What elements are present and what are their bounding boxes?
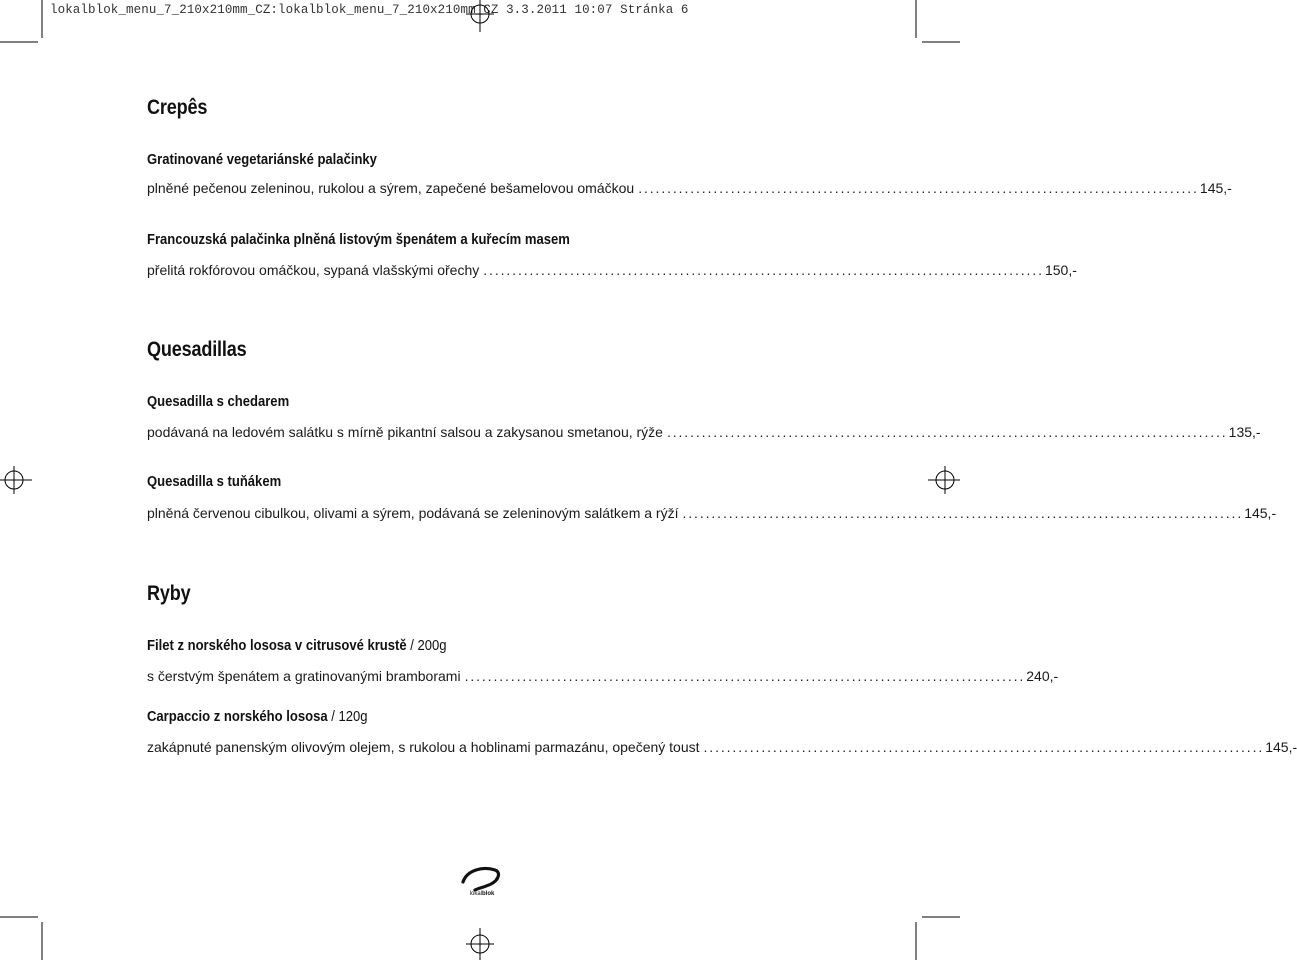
menu-item-description: plněné pečenou zeleninou, rukolou a sýrem, zapečené bešamelovou omáčkou bbox=[147, 180, 635, 196]
menu-item-weight: / 200g bbox=[406, 638, 447, 654]
lokalblok-logo bbox=[457, 860, 507, 904]
menu-item-name: Gratinované vegetariánské palačinky bbox=[147, 152, 377, 168]
section-title-ryby: Ryby bbox=[147, 582, 191, 605]
registration-mark-top bbox=[466, 0, 494, 32]
logo-swoosh-icon bbox=[457, 860, 507, 892]
section-title-quesadillas: Quesadillas bbox=[147, 338, 247, 361]
menu-item-description: podávaná na ledovém salátku s mírně pikantní salsou a zakysanou smetanou, rýže bbox=[147, 424, 663, 440]
dot-leader bbox=[667, 424, 1225, 440]
menu-item-title bbox=[147, 709, 368, 725]
menu-item-title bbox=[147, 232, 570, 248]
menu-item-weight: / 120g bbox=[327, 709, 368, 725]
menu-item-name: Carpaccio z norského lososa bbox=[147, 709, 328, 725]
menu-item-price: 135,- bbox=[1228, 424, 1261, 440]
registration-mark-left bbox=[0, 466, 32, 494]
logo-registered-mark: ® bbox=[495, 877, 499, 883]
menu-item-price: 145,- bbox=[1199, 180, 1232, 196]
menu-item-description: přelitá rokfórovou omáčkou, sypaná vlašskými ořechy bbox=[147, 262, 480, 278]
menu-item-description-line bbox=[147, 668, 1059, 684]
registration-mark-right bbox=[928, 466, 960, 494]
dot-leader bbox=[465, 668, 1023, 684]
menu-item-description: s čerstvým špenátem a gratinovanými bramborami bbox=[147, 668, 461, 684]
section-title-crepes: Crepês bbox=[147, 96, 208, 119]
menu-item-description-line bbox=[147, 739, 1297, 755]
menu-item-price: 240,- bbox=[1026, 668, 1059, 684]
menu-item-price: 145,- bbox=[1244, 505, 1277, 521]
menu-item-description-line bbox=[147, 424, 1261, 440]
menu-item-title bbox=[147, 474, 281, 490]
dot-leader bbox=[638, 180, 1196, 196]
menu-item-description: plněná červenou cibulkou, olivami a sýrem, podávaná se zeleninovým salátkem a rýží bbox=[147, 505, 679, 521]
menu-item-description-line bbox=[147, 180, 1232, 196]
menu-item-name: Quesadilla s tuňákem bbox=[147, 474, 282, 490]
menu-item-name: Filet z norského lososa v citrusové krustě bbox=[147, 638, 407, 654]
print-slug-line: lokalblok_menu_7_210x210mm_CZ:lokalblok_menu_7_210x210mm_CZ 3.3.2011 10:07 Stránka 6 bbox=[50, 3, 689, 17]
dot-leader bbox=[704, 739, 1262, 755]
menu-item-title bbox=[147, 152, 377, 168]
menu-item-title bbox=[147, 638, 447, 654]
menu-item-name: Quesadilla s chedarem bbox=[147, 394, 290, 410]
menu-item-price: 145,- bbox=[1265, 739, 1297, 755]
menu-item-name: Francouzská palačinka plněná listovým špenátem a kuřecím masem bbox=[147, 232, 570, 248]
menu-item-description-line bbox=[147, 262, 1077, 278]
menu-item-description-line bbox=[147, 505, 1277, 521]
dot-leader bbox=[483, 262, 1041, 278]
menu-item-title bbox=[147, 394, 289, 410]
logo-word-prefix: lokal bbox=[469, 891, 482, 897]
dot-leader bbox=[683, 505, 1241, 521]
menu-item-description: zakápnuté panenským olivovým olejem, s rukolou a hoblinami parmazánu, opečený toust bbox=[147, 739, 700, 755]
menu-item-price: 150,- bbox=[1044, 262, 1077, 278]
registration-mark-bottom bbox=[466, 928, 494, 960]
logo-word-bold: blok bbox=[482, 891, 495, 897]
logo-wordmark bbox=[457, 891, 507, 897]
